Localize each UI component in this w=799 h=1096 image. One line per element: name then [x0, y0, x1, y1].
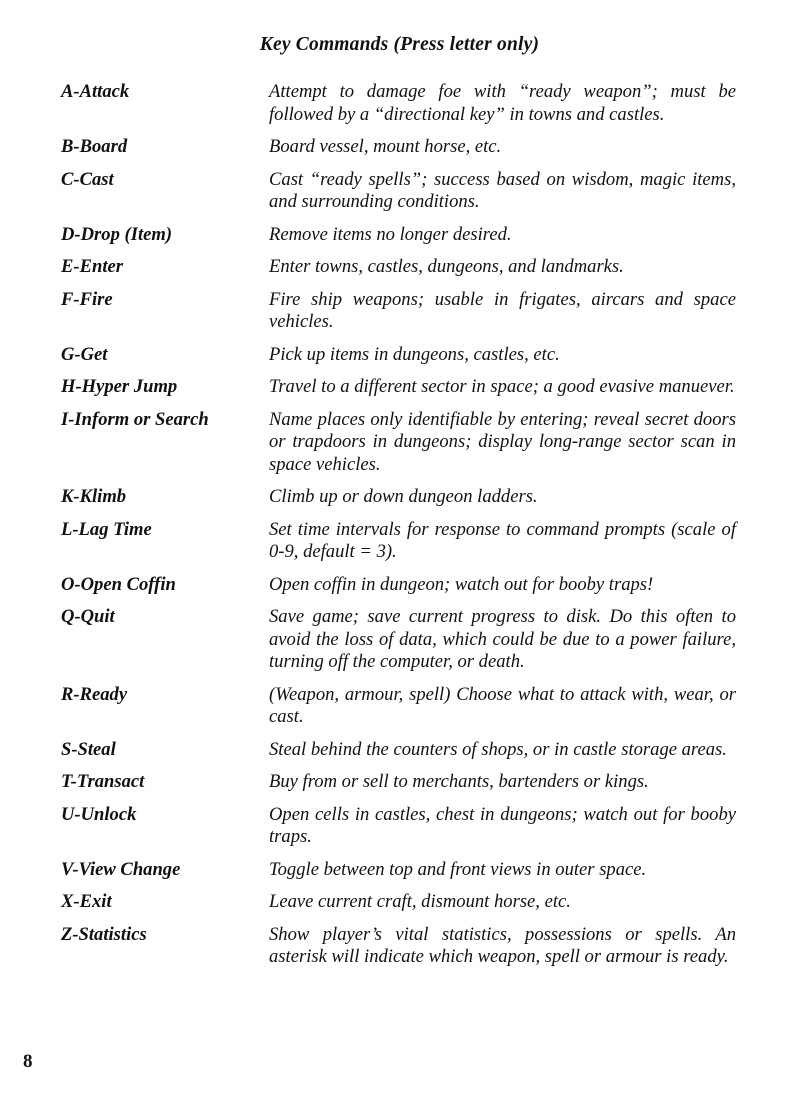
command-description: Remove items no longer desired.	[269, 223, 512, 245]
command-key: O-Open Coffin	[61, 573, 176, 595]
command-description: Open coffin in dungeon; watch out for booby traps!	[269, 573, 654, 595]
command-key: B-Board	[61, 136, 128, 157]
command-row	[61, 684, 736, 729]
command-description: Buy from or sell to merchants, bartenders or kings.	[269, 771, 649, 792]
command-description: Attempt to damage foe with “ready weapon”; must be followed by a “directional key” in towns and castles.	[269, 81, 736, 125]
command-row	[61, 169, 736, 214]
command-key: E-Enter	[61, 256, 123, 277]
command-row	[61, 81, 736, 126]
command-key: Z-Statistics	[61, 923, 147, 945]
page-title: Key Commands (Press letter only)	[259, 34, 540, 55]
command-key: Q-Quit	[61, 606, 115, 627]
command-description: Pick up items in dungeons, castles, etc.	[269, 343, 560, 365]
command-description: Board vessel, mount horse, etc.	[269, 136, 502, 157]
command-row	[61, 344, 736, 367]
command-key: A-Attack	[61, 81, 130, 102]
command-description: Open cells in castles, chest in dungeons; watch out for booby traps.	[269, 803, 736, 847]
command-row	[61, 574, 736, 597]
command-row	[61, 376, 736, 399]
command-description: Climb up or down dungeon ladders.	[269, 486, 538, 507]
command-row	[61, 891, 736, 914]
command-description: Leave current craft, dismount horse, etc.	[269, 891, 571, 912]
command-row	[61, 804, 736, 849]
command-description: Cast “ready spells”; success based on wisdom, magic items, and surrounding conditions.	[269, 168, 736, 212]
command-row	[61, 136, 736, 159]
command-row	[61, 739, 736, 762]
command-key: V-View Change	[61, 858, 181, 880]
command-row	[61, 771, 736, 794]
command-row	[61, 519, 736, 564]
command-key: D-Drop (Item)	[61, 223, 173, 245]
command-description: Steal behind the counters of shops, or in castle storage areas.	[269, 738, 727, 760]
command-row	[61, 409, 736, 477]
command-key: I-Inform or Search	[61, 408, 209, 430]
command-row	[61, 486, 736, 509]
command-row	[61, 224, 736, 247]
command-description: (Weapon, armour, spell) Choose what to attack with, wear, or cast.	[269, 683, 736, 727]
command-row	[61, 859, 736, 882]
command-key: S-Steal	[61, 738, 116, 760]
command-description: Show player’s vital statistics, possessions or spells. An asterisk will indicate which weapon, spell or armour is ready.	[269, 923, 736, 967]
command-row	[61, 924, 736, 969]
command-key: X-Exit	[61, 891, 112, 912]
command-row	[61, 256, 736, 279]
command-description: Set time intervals for response to command prompts (scale of 0-9, default = 3).	[269, 518, 736, 562]
page-number: 8	[23, 1051, 33, 1072]
command-key: T-Transact	[61, 771, 145, 792]
command-row	[61, 289, 736, 334]
command-list	[61, 81, 736, 979]
command-key: H-Hyper Jump	[61, 376, 178, 397]
command-description: Save game; save current progress to disk. Do this often to avoid the loss of data, which could be due to a power failure, turning off the computer, or death.	[269, 606, 736, 672]
command-description: Enter towns, castles, dungeons, and landmarks.	[269, 256, 624, 277]
command-key: F-Fire	[61, 288, 113, 310]
command-description: Fire ship weapons; usable in frigates, aircars and space vehicles.	[269, 288, 736, 332]
command-key: L-Lag Time	[61, 518, 152, 540]
command-row	[61, 606, 736, 674]
command-key: U-Unlock	[61, 803, 137, 825]
command-key: R-Ready	[61, 683, 128, 705]
command-description: Name places only identifiable by entering; reveal secret doors or trapdoors in dungeons; display long-range sector scan in space vehicles.	[269, 408, 736, 475]
command-description: Travel to a different sector in space; a good evasive manuever.	[269, 376, 735, 397]
command-description: Toggle between top and front views in outer space.	[269, 858, 647, 880]
command-key: K-Klimb	[61, 486, 127, 507]
command-key: C-Cast	[61, 168, 114, 190]
command-key: G-Get	[61, 343, 108, 365]
